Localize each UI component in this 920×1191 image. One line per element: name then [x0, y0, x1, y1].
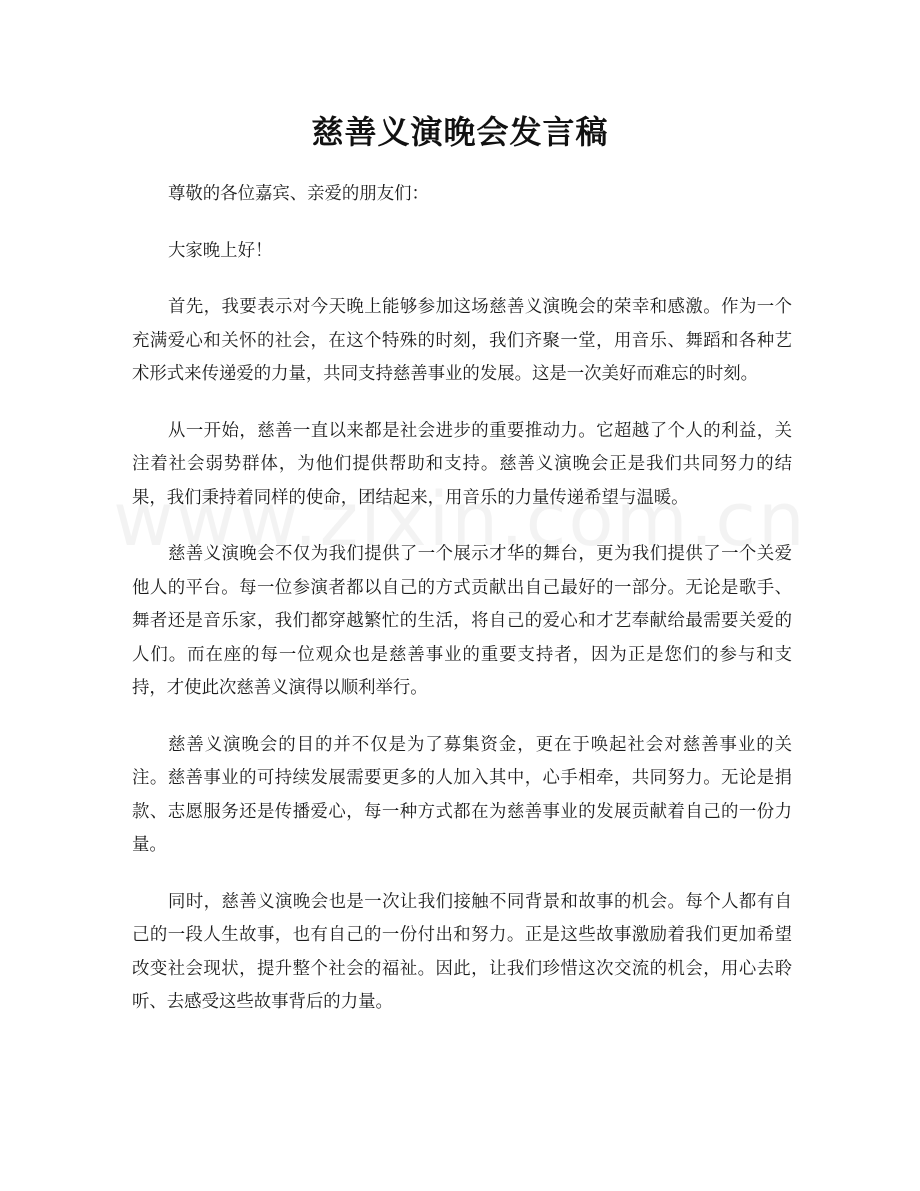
body-paragraph: 慈善义演晚会的目的并不仅是为了募集资金，更在于唤起社会对慈善事业的关注。慈善事业的可持续发展需要更多的人加入其中，心手相牵，共同努力。无论是捐款、志愿服务还是传播爱心，每一种方式都在为慈善事业的发展贡献着自己的一份力量。 — [132, 734, 792, 855]
body-paragraph: 首先，我要表示对今天晚上能够参加这场慈善义演晚会的荣幸和感激。作为一个充满爱心和关怀的社会，在这个特殊的时刻，我们齐聚一堂，用音乐、舞蹈和各种艺术形式来传递爱的力量，共同支持慈善事业的发展。这是一次美好而难忘的时刻。 — [132, 297, 792, 384]
body-paragraph: 同时，慈善义演晚会也是一次让我们接触不同背景和故事的机会。每个人都有自己的一段人生故事，也有自己的一份付出和努力。正是这些故事激励着我们更加希望改变社会现状，提升整个社会的福祉。因此，让我们珍惜这次交流的机会，用心去聆听、去感受这些故事背后的力量。 — [132, 891, 792, 1012]
salutation-paragraph: 尊敬的各位嘉宾、亲爱的朋友们： — [168, 184, 429, 204]
greeting-paragraph: 大家晚上好！ — [168, 240, 273, 261]
page-title: 慈善义演晚会发言稿 — [311, 113, 609, 151]
body-paragraph: 慈善义演晚会不仅为我们提供了一个展示才华的舞台，更为我们提供了一个关爱他人的平台。每一位参演者都以自己的方式贡献出自己最好的一部分。无论是歌手、舞者还是音乐家，我们都穿越繁忙的生活，将自己的爱心和才艺奉献给最需要关爱的人们。而在座的每一位观众也是慈善事业的重要支持者，因为正是您们的参与和支持，才使此次慈善义演得以顺利举行。 — [132, 544, 792, 698]
body-paragraph: 从一开始，慈善一直以来都是社会进步的重要推动力。它超越了个人的利益，关注着社会弱势群体，为他们提供帮助和支持。慈善义演晚会正是我们共同努力的结果，我们秉持着同样的使命，团结起来，用音乐的力量传递希望与温暖。 — [132, 420, 792, 508]
document-body — [132, 178, 792, 1043]
